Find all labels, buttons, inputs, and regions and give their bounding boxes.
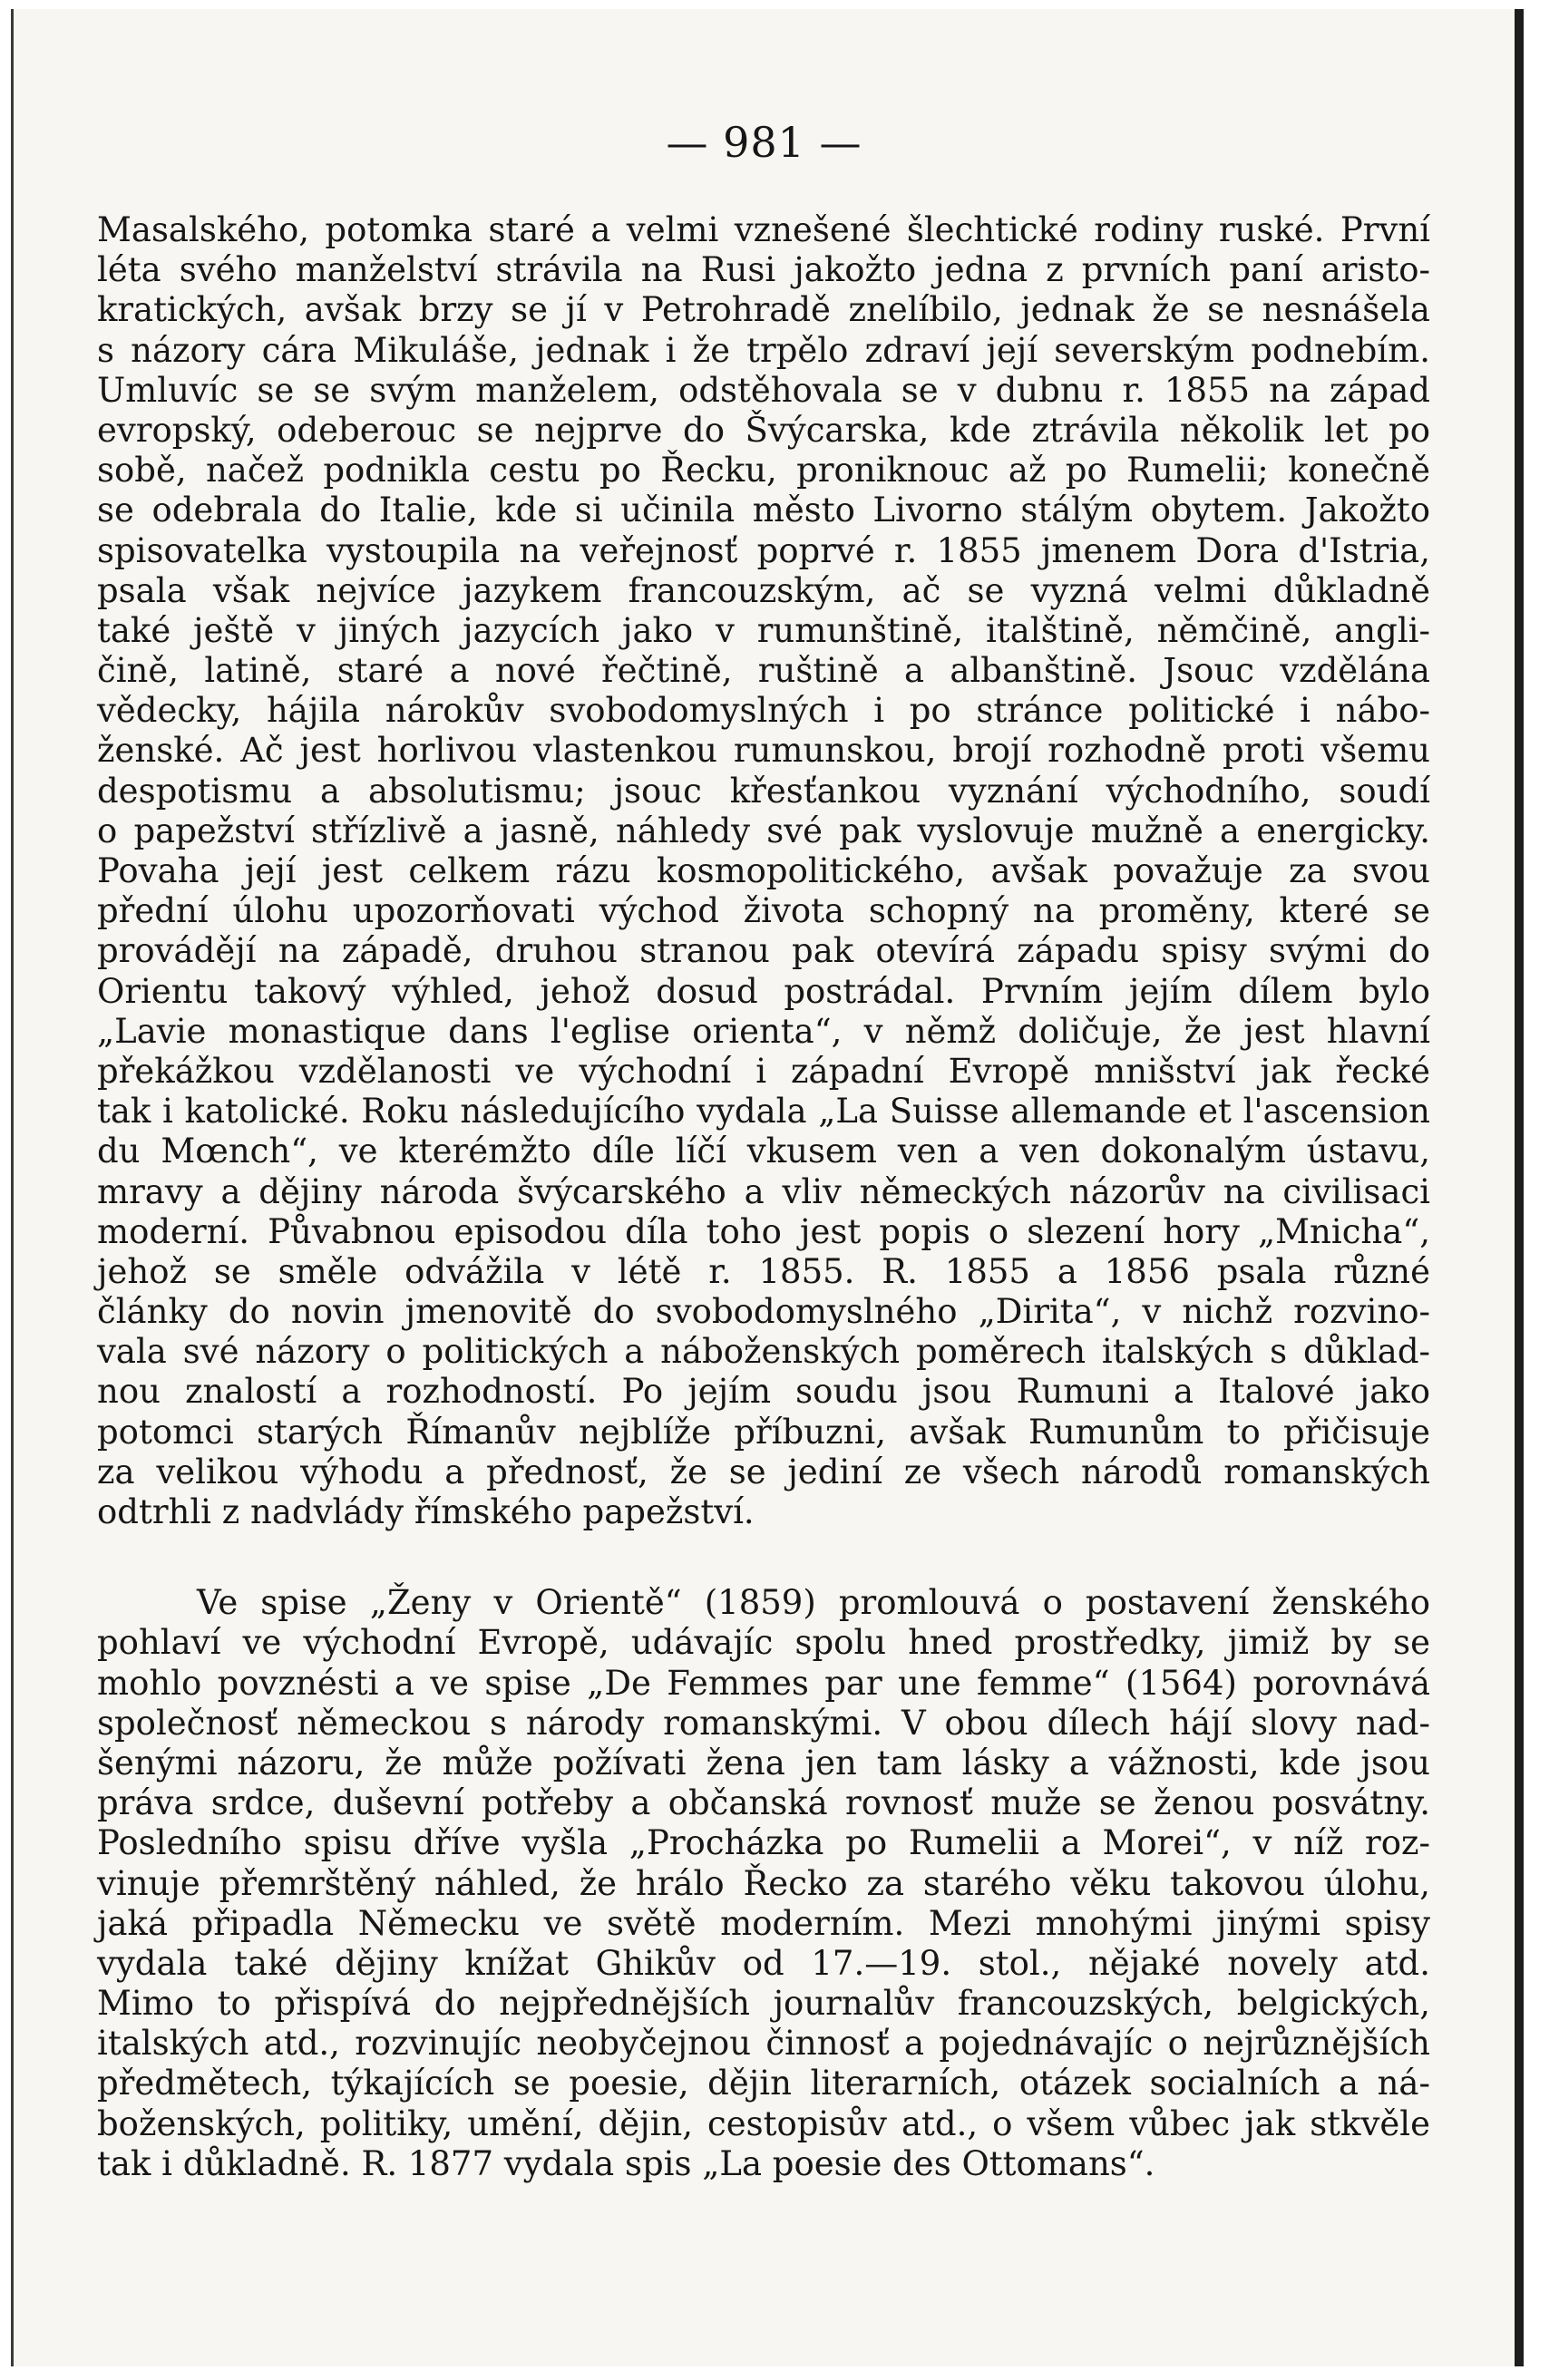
text-line: přední úlohu upozorňovati východ života schopný na proměny, které se [97, 891, 1430, 931]
text-line: „Lavie monastique dans l'eglise orienta“, v němž doličuje, že jest hlavní [97, 1011, 1430, 1051]
text-line: vinuje přemrštěný náhled, že hrálo Řecko za starého věku takovou úlohu, [97, 1863, 1430, 1903]
text-line: vydala také dějiny knížat Ghikův od 17.—19. stol., nějaké novely atd. [97, 1943, 1430, 1983]
text-line: spisovatelka vystoupila na veřejnosť poprvé r. 1855 jmenem Dora d'Istria, [97, 530, 1430, 570]
text-line: Ve spise „Ženy v Orientě“ (1859) promlouvá o postavení ženského [197, 1583, 1430, 1623]
text-line: práva srdce, duševní potřeby a občanská rovnosť muže se ženou posvátny. [97, 1783, 1430, 1823]
text-line: despotismu a absolutismu; jsouc křesťankou vyznání východního, soudí [97, 771, 1430, 811]
text-line: se odebrala do Italie, kde si učinila město Livorno stálým obytem. Jakožto [97, 491, 1430, 530]
text-line: kratických, avšak brzy se jí v Petrohradě znelíbilo, jednak že se nesnášela [97, 290, 1430, 330]
text-line: jaká připadla Německu ve světě moderním. Mezi mnohými jinými spisy [97, 1903, 1430, 1943]
text-line: du Mœnch“, ve kterémžto díle líčí vkusem ven a ven dokonalým ústavu, [97, 1132, 1430, 1171]
paragraph-2 [97, 1583, 1430, 2184]
text-line: Mimo to přispívá do nejpřednějších journalův francouzských, belgických, [97, 1984, 1430, 2024]
text-line: předmětech, týkajících se poesie, dějin literarních, otázek socialních a ná- [97, 2064, 1430, 2103]
text-line: Povaha její jest celkem rázu kosmopolitického, avšak považuje za svou [97, 851, 1430, 890]
text-line: společnosť německou s národy romanskými. V obou dílech hájí slovy nad- [97, 1703, 1430, 1743]
text-line: tak i katolické. Roku následujícího vydala „La Suisse allemande et l'ascension [97, 1092, 1430, 1132]
text-line: boženských, politiky, umění, dějin, cestopisův atd., o všem vůbec jak stkvěle [97, 2103, 1430, 2143]
text-line: s názory cára Mikuláše, jednak i že trpělo zdraví její severským podnebím. [97, 330, 1430, 370]
text-line: tak i důkladně. R. 1877 vydala spis „La poesie des Ottomans“. [97, 2143, 1155, 2183]
text-line: Masalského, potomka staré a velmi vznešené šlechtické rodiny ruské. První [97, 210, 1430, 249]
text-line: evropský, odeberouc se nejprve do Švýcarska, kde ztrávila několik let po [97, 410, 1430, 450]
text-line: italských atd., rozvinujíc neobyčejnou činnosť a pojednávajíc o nejrůznějších [97, 2024, 1430, 2064]
text-line: překážkou vzdělanosti ve východní i západní Evropě mnišství jak řecké [97, 1051, 1430, 1091]
page-number: — 981 — [666, 118, 862, 167]
text-line: vala své názory o politických a náboženských poměrech italských s důklad- [97, 1332, 1430, 1372]
text-line: o papežství střízlivě a jasně, náhledy své pak vyslovuje mužně a energicky. [97, 811, 1430, 850]
text-line: provádějí na západě, druhou stranou pak otevírá západu spisy svými do [97, 931, 1430, 971]
paragraph-1 [97, 210, 1430, 1532]
text-line: odtrhli z nadvlády římského papežství. [97, 1492, 755, 1531]
text-line: také ještě v jiných jazycích jako v rumunštině, italštině, němčině, angli- [97, 610, 1430, 650]
text-line: za velikou výhodu a přednosť, že se jediní ze všech národů romanských [97, 1452, 1430, 1491]
text-line: ženské. Ač jest horlivou vlastenkou rumunskou, brojí rozhodně proti všemu [97, 731, 1430, 771]
text-line: léta svého manželství strávila na Rusi jakožto jedna z prvních paní aristo- [97, 250, 1430, 290]
text-line: šenými názoru, že může požívati žena jen tam lásky a vážnosti, kde jsou [97, 1743, 1430, 1783]
text-line: vědecky, hájila nárokův svobodomyslných i po stránce politické i nábo- [97, 691, 1430, 731]
text-line: nou znalostí a rozhodností. Po jejím soudu jsou Rumuni a Italové jako [97, 1372, 1430, 1412]
text-line: jehož se směle odvážila v létě r. 1855. R. 1855 a 1856 psala různé [97, 1251, 1430, 1291]
text-line: potomci starých Římanův nejblíže příbuzni, avšak Rumunům to přičisuje [97, 1412, 1430, 1452]
text-line: mohlo povznésti a ve spise „De Femmes par une femme“ (1564) porovnává [97, 1663, 1430, 1703]
text-line: psala však nejvíce jazykem francouzským, ač se vyzná velmi důkladně [97, 570, 1430, 610]
text-line: Orientu takový výhled, jehož dosud postrádal. Prvním jejím dílem bylo [97, 971, 1430, 1011]
text-line: Umluvíc se se svým manželem, odstěhovala se v dubnu r. 1855 na západ [97, 370, 1430, 410]
paragraph-gap [97, 1532, 1430, 1583]
book-page [11, 9, 1524, 2366]
text-line: mravy a dějiny národa švýcarského a vliv německých názorův na civilisaci [97, 1171, 1430, 1211]
text-line: články do novin jmenovitě do svobodomyslného „Dirita“, v nichž rozvino- [97, 1292, 1430, 1332]
text-line: čině, latině, staré a nové řečtině, ruštině a albanštině. Jsouc vzdělána [97, 651, 1430, 691]
text-line: Posledního spisu dříve vyšla „Procházka po Rumelii a Morei“, v níž roz- [97, 1823, 1430, 1863]
text-line: pohlaví ve východní Evropě, udávajíc spolu hned prostředky, jimiž by se [97, 1623, 1430, 1663]
body-text [97, 210, 1430, 2184]
text-line: sobě, načež podnikla cestu po Řecku, proniknouc až po Rumelii; konečně [97, 451, 1430, 491]
text-line: moderní. Půvabnou episodou díla toho jest popis o slezení hory „Mnicha“, [97, 1211, 1430, 1251]
